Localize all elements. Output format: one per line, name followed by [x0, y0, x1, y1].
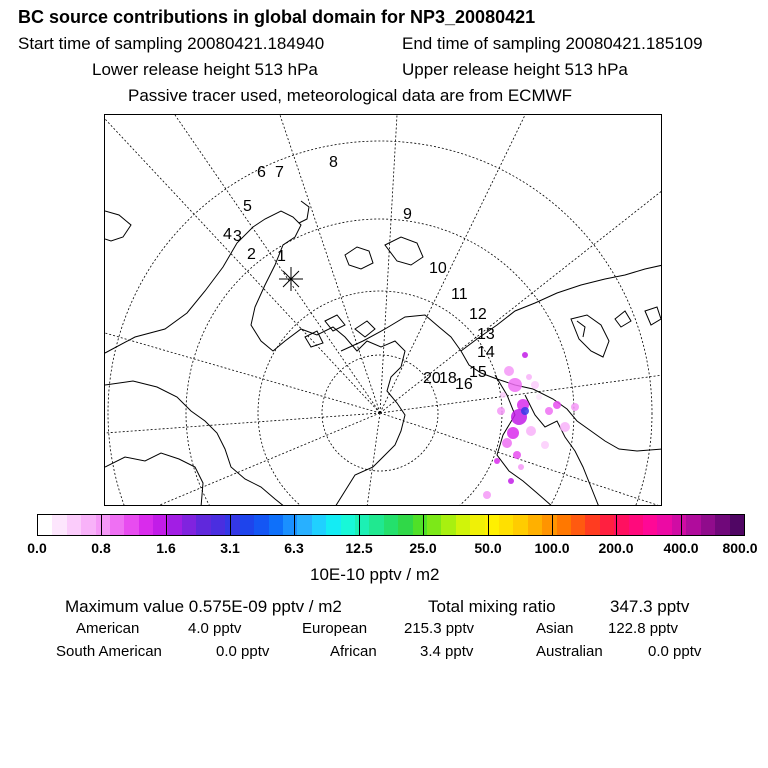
colorbar-tick [359, 514, 360, 536]
trajectory-label-2: 2 [247, 246, 256, 263]
colorbar-cell [67, 515, 81, 535]
plume-blob [521, 407, 529, 415]
total-mixing-ratio-value: 347.3 pptv [610, 597, 690, 616]
trajectory-label-10: 10 [429, 260, 447, 277]
colorbar-cell [657, 515, 671, 535]
colorbar-cell [283, 515, 297, 535]
colorbar-cell [629, 515, 643, 535]
trajectory-label-1: 1 [277, 248, 286, 265]
colorbar-label: 6.3 [284, 540, 304, 556]
max-value: Maximum value 0.575E-09 pptv / m2 [65, 597, 342, 616]
colorbar-cell [485, 515, 499, 535]
colorbar-cell [456, 515, 470, 535]
trajectory-label-8: 8 [329, 154, 338, 171]
plume-blob [494, 458, 500, 464]
plume-blob [500, 392, 506, 398]
plume-blob [518, 464, 524, 470]
colorbar-tick [230, 514, 231, 536]
asian-label: Asian [536, 620, 574, 637]
plume-blob [513, 451, 521, 459]
colorbar-cell [413, 515, 427, 535]
colorbar-cell [542, 515, 556, 535]
coastlines [105, 201, 662, 506]
colorbar-cell [384, 515, 398, 535]
colorbar-label: 400.0 [663, 540, 699, 556]
end-time: End time of sampling 20080421.185109 [402, 34, 703, 53]
trajectory-label-4: 4 [223, 226, 232, 243]
plume-blob [531, 381, 539, 389]
colorbar-cell [38, 515, 52, 535]
colorbar-cell [730, 515, 744, 535]
colorbar-cell [240, 515, 254, 535]
colorbar-tick [616, 514, 617, 536]
plume-blob [497, 407, 505, 415]
colorbar-label: 200.0 [598, 540, 634, 556]
colorbar-tick [101, 514, 102, 536]
colorbar-label: 1.6 [156, 540, 176, 556]
colorbar-label: 12.5 [345, 540, 373, 556]
plume-blob [571, 403, 579, 411]
tracer-note: Passive tracer used, meteorological data are from ECMWF [128, 86, 573, 105]
trajectory-label-18: 18 [439, 370, 457, 387]
colorbar-cell [441, 515, 455, 535]
map-canvas [105, 115, 662, 506]
plume-blob [508, 478, 514, 484]
polar-map [104, 114, 662, 506]
total-mixing-ratio-label: Total mixing ratio [428, 597, 556, 616]
australian-label: Australian [536, 643, 603, 660]
colorbar-cell [571, 515, 585, 535]
colorbar-cell [326, 515, 340, 535]
colorbar-label: 0.0 [27, 540, 47, 556]
plume-blob [526, 374, 532, 380]
colorbar-cell [470, 515, 484, 535]
colorbar-unit: 10E-10 pptv / m2 [310, 565, 440, 584]
colorbar-tick [552, 514, 553, 536]
colorbar-cell [341, 515, 355, 535]
colorbar-label: 3.1 [220, 540, 240, 556]
plume-blob [522, 352, 528, 358]
plume-blob [560, 422, 570, 432]
colorbar-cell [355, 515, 369, 535]
colorbar-cell [297, 515, 311, 535]
trajectory-label-16: 16 [455, 376, 473, 393]
colorbar-cell [52, 515, 66, 535]
south-american-label: South American [56, 643, 162, 660]
colorbar-cell [124, 515, 138, 535]
colorbar-cell [96, 515, 110, 535]
trajectory-label-20: 20 [423, 370, 441, 387]
colorbar [37, 514, 745, 536]
trajectory-label-5: 5 [243, 198, 252, 215]
colorbar-cell [196, 515, 210, 535]
release-point-marker [279, 267, 303, 291]
colorbar-cell [369, 515, 383, 535]
asian-value: 122.8 pptv [608, 620, 679, 637]
european-value: 215.3 pptv [404, 620, 475, 637]
colorbar-label: 0.8 [91, 540, 111, 556]
colorbar-cell [643, 515, 657, 535]
trajectory-label-11: 11 [451, 286, 468, 303]
colorbar-cell [557, 515, 571, 535]
trajectory-label-12: 12 [469, 306, 487, 323]
colorbar-cell [110, 515, 124, 535]
plume-blob [508, 378, 522, 392]
american-label: American [76, 620, 140, 637]
plume-blob [536, 394, 542, 400]
colorbar-cell [528, 515, 542, 535]
african-label: African [330, 643, 377, 660]
plume-blob [507, 427, 519, 439]
plume-blob [483, 491, 491, 499]
trajectory-label-3: 3 [233, 228, 242, 245]
colorbar-cell [168, 515, 182, 535]
colorbar-label: 100.0 [534, 540, 570, 556]
colorbar-cell [225, 515, 239, 535]
colorbar-cell [211, 515, 225, 535]
colorbar-cell [312, 515, 326, 535]
trajectory-label-9: 9 [403, 206, 412, 223]
plume-blob [545, 407, 553, 415]
colorbar-tick [681, 514, 682, 536]
colorbar-cell [585, 515, 599, 535]
plot-title: BC source contributions in global domain for NP3_20080421 [18, 7, 536, 27]
australian-value: 0.0 pptv [648, 643, 702, 660]
american-value: 4.0 pptv [188, 620, 242, 637]
colorbar-tick [166, 514, 167, 536]
start-time: Start time of sampling 20080421.184940 [18, 34, 325, 53]
south-american-value: 0.0 pptv [216, 643, 270, 660]
colorbar-cell [672, 515, 686, 535]
trajectory-labels [223, 154, 495, 393]
trajectory-label-14: 14 [477, 344, 495, 361]
colorbar-tick [423, 514, 424, 536]
plume-blob [502, 438, 512, 448]
colorbar-label: 800.0 [722, 540, 758, 556]
plume-blob [541, 441, 549, 449]
colorbar-cell [81, 515, 95, 535]
plume-blob [553, 401, 561, 409]
plume-blob [504, 366, 514, 376]
colorbar-cell [600, 515, 614, 535]
trajectory-label-15: 15 [469, 364, 487, 381]
trajectory-label-7: 7 [275, 164, 284, 181]
colorbar-cell [513, 515, 527, 535]
trajectory-label-13: 13 [477, 326, 495, 343]
trajectory-label-6: 6 [257, 164, 266, 181]
colorbar-label: 25.0 [409, 540, 437, 556]
colorbar-cell [499, 515, 513, 535]
colorbar-label: 50.0 [474, 540, 502, 556]
colorbar-cell [398, 515, 412, 535]
plume-blob [526, 426, 536, 436]
european-label: European [302, 620, 368, 637]
colorbar-tick [488, 514, 489, 536]
lower-release-height: Lower release height 513 hPa [92, 60, 318, 79]
upper-release-height: Upper release height 513 hPa [402, 60, 628, 79]
concentration-plume [483, 352, 579, 499]
colorbar-cell [254, 515, 268, 535]
colorbar-cell [701, 515, 715, 535]
colorbar-cell [182, 515, 196, 535]
colorbar-cell [427, 515, 441, 535]
colorbar-cell [686, 515, 700, 535]
colorbar-cell [139, 515, 153, 535]
colorbar-cell [715, 515, 729, 535]
african-value: 3.4 pptv [420, 643, 474, 660]
colorbar-cell [269, 515, 283, 535]
colorbar-tick [294, 514, 295, 536]
